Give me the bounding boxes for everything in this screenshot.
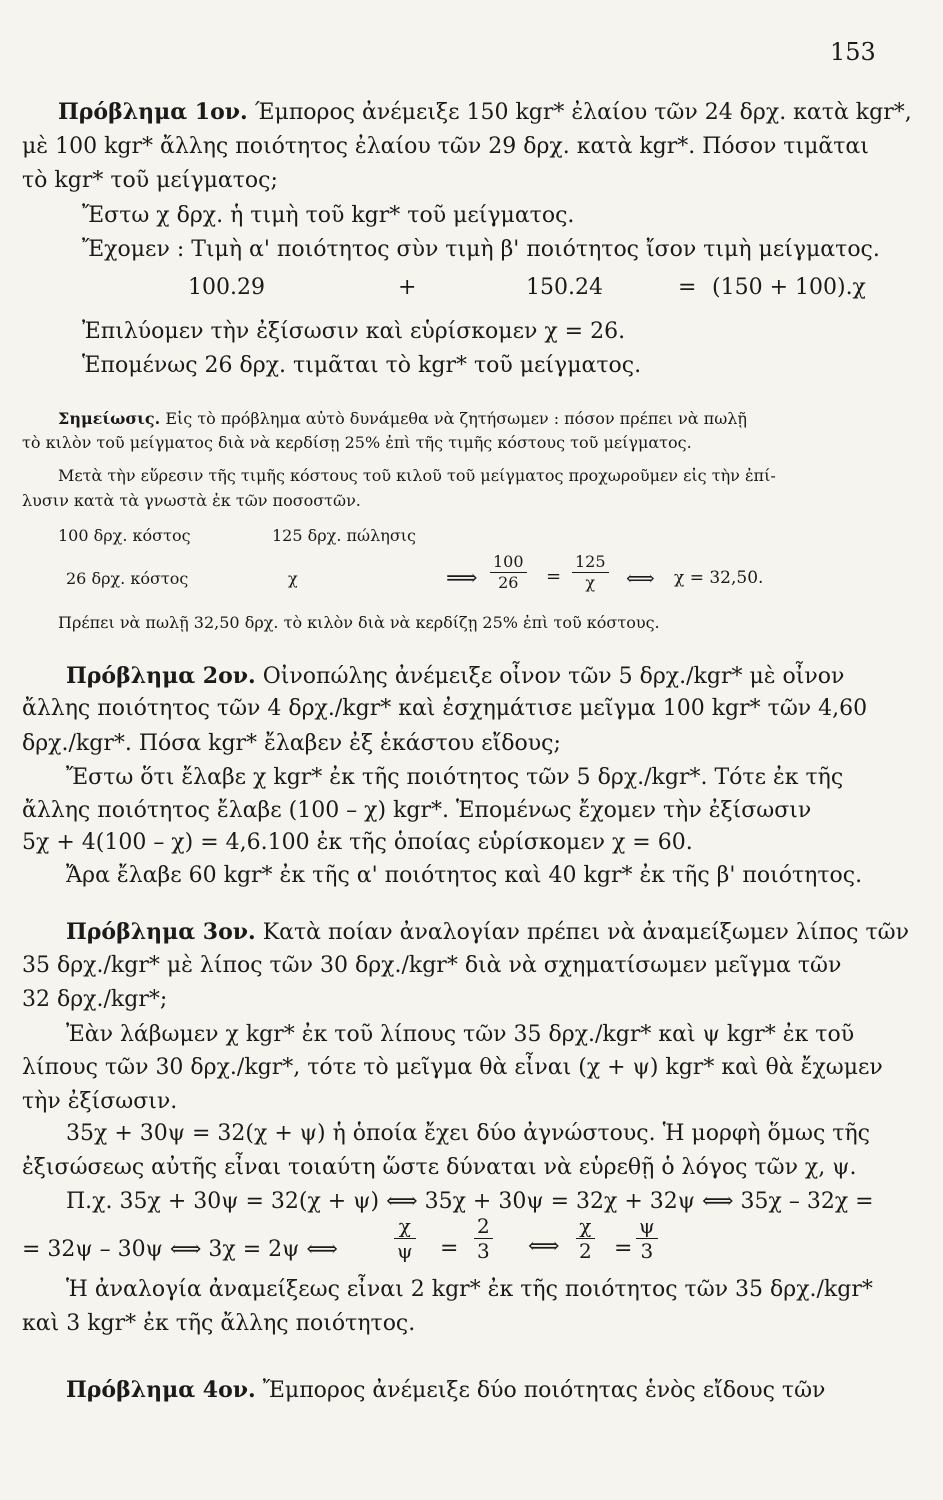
note-equals: = (546, 566, 562, 587)
iff-arrow-icon: ⟺ (626, 566, 655, 590)
problem-2-line-1: Πρόβλημα 2ον. Οἰνοπώλης ἀνέμειξε οἶνον τῶν 5 δρχ./kgr* μὲ οἶνον (66, 663, 845, 689)
problem-1-heading: Πρόβλημα 1ον. (58, 99, 248, 125)
problem-1-eq-plus: + (398, 275, 417, 300)
problem-1-line-3: τὸ kgr* τοῦ μείγματος; (22, 168, 278, 193)
problem-4-line-1: Πρόβλημα 4ον. Ἔμπορος ἀνέμειξε δύο ποιότητας ἑνὸς εἴδους τῶν (66, 1377, 826, 1403)
problem-3-line-11: Ἡ ἀναλογία ἀναμείξεως εἶναι 2 kgr* ἐκ τῆς ποιότητος τῶν 35 δρχ./kgr* (66, 1277, 873, 1302)
ratio-equals-2: = (614, 1236, 633, 1261)
page-number: 153 (830, 38, 876, 66)
problem-1-line-5: Ἔχομεν : Τιμὴ α' ποιότητος σὺν τιμὴ β' ποιότητος ἴσον τιμὴ μείγματος. (82, 237, 880, 262)
problem-3-line-5: λίπους τῶν 30 δρχ./kgr*, τότε τὸ μεῖγμα θὰ εἶναι (χ + ψ) kgr* καὶ θὰ ἔχωμεν (22, 1055, 883, 1080)
fraction-psi-over-3: $\frac{\psi}{3}$ (636, 1214, 658, 1263)
problem-1-line-1: Πρόβλημα 1ον. Έμπορος ἀνέμειξε 150 kgr* ἐλαίου τῶν 24 δρχ. κατὰ kgr*, (58, 99, 912, 125)
problem-1-eq-a: 100.29 (188, 275, 265, 300)
problem-1-line-6: Ἐπιλύομεν τὴν ἐξίσωσιν καὶ εὑρίσκομεν χ = 26. (82, 319, 626, 344)
problem-2-line-3: δρχ./kgr*. Πόσα kgr* ἔλαβεν ἐξ ἑκάστου εἴδους; (22, 731, 561, 756)
note-line-2: τὸ κιλὸν τοῦ μείγματος διὰ νὰ κερδίσῃ 25% ἐπὶ τῆς τιμῆς κόστους τοῦ μείγματος. (22, 433, 692, 452)
implies-arrow-icon: ⟹ (446, 566, 478, 591)
note-row-1-right: 125 δρχ. πώλησις (272, 526, 416, 545)
problem-1-eq-c: (150 + 100).χ (712, 275, 866, 300)
note-result: χ = 32,50. (674, 568, 764, 588)
fraction-100-over-26: $\frac{100}{26}$ (490, 552, 527, 593)
problem-3-line-10: = 32ψ – 30ψ ⟺ 3χ = 2ψ ⟺ (22, 1237, 338, 1262)
problem-4-heading: Πρόβλημα 4ον. (66, 1377, 256, 1403)
problem-2-line-2: ἄλλης ποιότητος τῶν 4 δρχ./kgr* καὶ ἐσχημάτισε μεῖγμα 100 kgr* τῶν 4,60 (22, 696, 868, 721)
problem-2-line-6: 5χ + 4(100 – χ) = 4,6.100 ἐκ τῆς ὁποίας εὑρίσκομεν χ = 60. (22, 830, 693, 855)
problem-1-eq-b: 150.24 (526, 275, 603, 300)
problem-3-line-3: 32 δρχ./kgr*; (22, 987, 168, 1012)
problem-1-eq-equals: = (678, 275, 697, 300)
problem-3-line-9: Π.χ. 35χ + 30ψ = 32(χ + ψ) ⟺ 35χ + 30ψ = 32χ + 32ψ ⟺ 35χ – 32χ = (66, 1189, 874, 1214)
ratio-equals-1: = (440, 1236, 459, 1261)
fraction-x-over-psi: $\frac{\chi}{\psi}$ (394, 1214, 416, 1263)
note-line-1: Σημείωσις. Εἰς τὸ πρόβλημα αὐτὸ δυνάμεθα νὰ ζητήσωμεν : πόσον πρέπει νὰ πωλῇ (58, 409, 747, 428)
note-line-3: Μετὰ τὴν εὕρεσιν τῆς τιμῆς κόστους τοῦ κιλοῦ τοῦ μείγματος προχωροῦμεν εἰς τὴν ἐπί- (58, 466, 776, 485)
problem-3-line-6: τὴν ἐξίσωσιν. (22, 1089, 178, 1114)
problem-1-line-7: Ἑπομένως 26 δρχ. τιμᾶται τὸ kgr* τοῦ μείγματος. (82, 353, 642, 378)
fraction-2-over-3: $\frac{2}{3}$ (474, 1214, 493, 1263)
problem-3-heading: Πρόβλημα 3ον. (66, 919, 256, 945)
fraction-125-over-x: $\frac{125}{\chi}$ (572, 552, 609, 593)
problem-3-line-7: 35χ + 30ψ = 32(χ + ψ) ἡ ὁποία ἔχει δύο ἀγνώστους. Ἡ μορφὴ ὅμως τῆς (66, 1121, 870, 1146)
note-row-2-left: 26 δρχ. κόστος (66, 569, 189, 588)
fraction-x-over-2: $\frac{\chi}{2}$ (576, 1214, 595, 1263)
problem-3-line-4: Ἐὰν λάβωμεν χ kgr* ἐκ τοῦ λίπους τῶν 35 δρχ./kgr* καὶ ψ kgr* ἐκ τοῦ (66, 1022, 855, 1047)
note-line-4: λυσιν κατὰ τὰ γνωστὰ ἐκ τῶν ποσοστῶν. (22, 491, 361, 510)
problem-1-line-2: μὲ 100 kgr* ἄλλης ποιότητος ἐλαίου τῶν 29 δρχ. κατὰ kgr*. Πόσον τιμᾶται (22, 134, 869, 159)
problem-3-line-12: καὶ 3 kgr* ἐκ τῆς ἄλλης ποιότητος. (22, 1311, 416, 1336)
problem-2-line-4: Ἔστω ὅτι ἔλαβε χ kgr* ἐκ τῆς ποιότητος τῶν 5 δρχ./kgr*. Τότε ἐκ τῆς (66, 765, 844, 790)
problem-3-line-2: 35 δρχ./kgr* μὲ λίπος τῶν 30 δρχ./kgr* διὰ νὰ σχηματίσωμεν μεῖγμα τῶν (22, 953, 842, 978)
problem-2-line-7: Ἄρα ἔλαβε 60 kgr* ἐκ τῆς α' ποιότητος καὶ 40 kgr* ἐκ τῆς β' ποιότητος. (66, 863, 863, 888)
problem-1-line-4: Ἔστω χ δρχ. ἡ τιμὴ τοῦ kgr* τοῦ μείγματος. (82, 203, 575, 228)
problem-2-heading: Πρόβλημα 2ον. (66, 663, 256, 689)
problem-3-line-8: ἐξισώσεως αὐτῆς εἶναι τοιαύτη ὥστε δύναται νὰ εὑρεθῇ ὁ λόγος τῶν χ, ψ. (22, 1155, 857, 1180)
note-row-2-right: χ (288, 569, 298, 588)
problem-2-line-5: ἄλλης ποιότητος ἔλαβε (100 – χ) kgr*. Ἑπομένως ἔχομεν τὴν ἐξίσωσιν (22, 798, 812, 823)
note-heading: Σημείωσις. (58, 409, 161, 428)
note-line-5: Πρέπει νὰ πωλῇ 32,50 δρχ. τὸ κιλὸν διὰ νὰ κερδίζῃ 25% ἐπὶ τοῦ κόστους. (58, 613, 660, 632)
problem-3-line-1: Πρόβλημα 3ον. Κατὰ ποίαν ἀναλογίαν πρέπει νὰ ἀναμείξωμεν λίπος τῶν (66, 919, 909, 945)
note-row-1-left: 100 δρχ. κόστος (58, 526, 191, 545)
ratio-iff-arrow-icon: ⟺ (528, 1234, 560, 1259)
